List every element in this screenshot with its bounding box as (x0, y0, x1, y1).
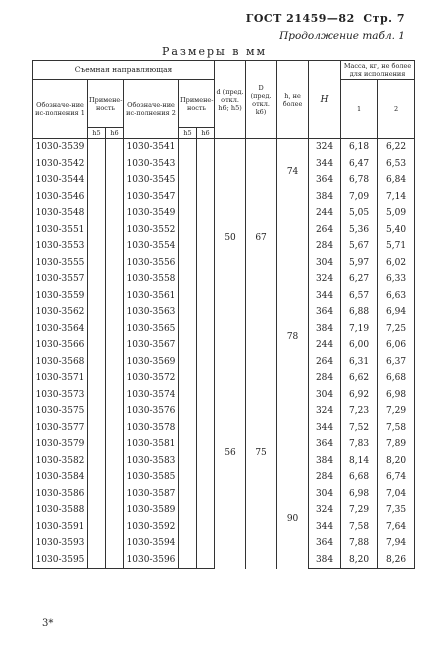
mass1-cell: 6,88 (341, 304, 378, 321)
application2-h5-cell (179, 288, 197, 305)
mass1-cell: 5,67 (341, 238, 378, 255)
application2-h6-cell (197, 271, 215, 288)
H-cell: 284 (309, 370, 341, 387)
application2-h5-cell (179, 156, 197, 173)
designation2-cell: 1030-3576 (124, 403, 179, 420)
mass2-cell: 6,63 (378, 288, 415, 305)
H-cell: 284 (309, 469, 341, 486)
application2-h5-cell (179, 469, 197, 486)
standard-number: ГОСТ 21459—82 (245, 12, 355, 25)
application-h6-cell (106, 486, 124, 503)
application2-h5-cell (179, 502, 197, 519)
H-cell: 304 (309, 486, 341, 503)
H-cell: 364 (309, 436, 341, 453)
mass1-cell: 6,78 (341, 172, 378, 189)
H-cell: 364 (309, 535, 341, 552)
mass1-cell: 6,00 (341, 337, 378, 354)
col-D-header: D (пред. откл. k6) (246, 61, 277, 139)
application2-h5-cell (179, 403, 197, 420)
designation1-cell: 1030-3566 (33, 337, 88, 354)
mass2-cell: 7,64 (378, 519, 415, 536)
application-h6-cell (106, 288, 124, 305)
application-h6-cell (106, 519, 124, 536)
designation2-cell: 1030-3578 (124, 420, 179, 437)
application2-h5-cell (179, 370, 197, 387)
H-cell: 344 (309, 288, 341, 305)
application-h6-cell (106, 535, 124, 552)
mass1-cell: 7,88 (341, 535, 378, 552)
H-cell: 324 (309, 139, 341, 156)
application-h5-cell (88, 403, 106, 420)
col-designation2-header: Обозначе-ние ис-полнения 2 (124, 80, 179, 139)
application-h6-cell (106, 321, 124, 338)
application-h6-cell (106, 271, 124, 288)
application2-h5-cell (179, 486, 197, 503)
designation2-cell: 1030-3589 (124, 502, 179, 519)
H-cell: 364 (309, 304, 341, 321)
application2-h6-cell (197, 189, 215, 206)
h6b-header: h6 (197, 128, 215, 139)
table-row (33, 337, 415, 354)
designation2-cell: 1030-3547 (124, 189, 179, 206)
application-h6-cell (106, 189, 124, 206)
h6-header: h6 (106, 128, 124, 139)
application-h6-cell (106, 502, 124, 519)
application2-h6-cell (197, 238, 215, 255)
mass2-cell: 7,29 (378, 403, 415, 420)
designation1-cell: 1030-3539 (33, 139, 88, 156)
H-cell: 304 (309, 387, 341, 404)
H-cell: 264 (309, 222, 341, 239)
application2-h6-cell (197, 552, 215, 569)
application2-h5-cell (179, 271, 197, 288)
col-H-header: H (309, 61, 341, 139)
application-h6-cell (106, 205, 124, 222)
application-h5-cell (88, 189, 106, 206)
designation2-cell: 1030-3549 (124, 205, 179, 222)
application-h5-cell (88, 288, 106, 305)
application2-h5-cell (179, 205, 197, 222)
application-h6-cell (106, 255, 124, 272)
application-h5-cell (88, 519, 106, 536)
designation1-cell: 1030-3548 (33, 205, 88, 222)
mass2-cell: 6,74 (378, 469, 415, 486)
H-cell: 364 (309, 172, 341, 189)
designation1-cell: 1030-3577 (33, 420, 88, 437)
application2-h6-cell (197, 156, 215, 173)
col-mass-header: Масса, кг, не более для исполнения (341, 61, 415, 80)
designation1-cell: 1030-3591 (33, 519, 88, 536)
designation2-cell: 1030-3596 (124, 552, 179, 569)
designation1-cell: 1030-3593 (33, 535, 88, 552)
designation2-cell: 1030-3545 (124, 172, 179, 189)
mass2-cell: 6,94 (378, 304, 415, 321)
designation2-cell: 1030-3583 (124, 453, 179, 470)
H-cell: 244 (309, 205, 341, 222)
designation1-cell: 1030-3579 (33, 436, 88, 453)
mass2-cell: 6,22 (378, 139, 415, 156)
mass2-cell: 7,89 (378, 436, 415, 453)
col-h-header: h, не более (277, 61, 309, 139)
application-h5-cell (88, 156, 106, 173)
designation1-cell: 1030-3595 (33, 552, 88, 569)
application2-h6-cell (197, 337, 215, 354)
application-h6-cell (106, 222, 124, 239)
mass2-cell: 7,58 (378, 420, 415, 437)
application2-h6-cell (197, 172, 215, 189)
designation2-cell: 1030-3541 (124, 139, 179, 156)
application-h5-cell (88, 337, 106, 354)
H-cell: 384 (309, 453, 341, 470)
application2-h6-cell (197, 420, 215, 437)
application-h5-cell (88, 502, 106, 519)
application2-h5-cell (179, 189, 197, 206)
application2-h5-cell (179, 453, 197, 470)
designation2-cell: 1030-3563 (124, 304, 179, 321)
designation1-cell: 1030-3584 (33, 469, 88, 486)
H-cell: 284 (309, 238, 341, 255)
footnote: 3* (42, 618, 54, 629)
col-designation1-header: Обозначе-ние ис-полнения 1 (33, 80, 88, 139)
mass1-cell: 8,20 (341, 552, 378, 569)
d-value: 56 (215, 337, 246, 569)
mass1-cell: 7,23 (341, 403, 378, 420)
application2-h6-cell (197, 519, 215, 536)
application-h5-cell (88, 453, 106, 470)
application2-h6-cell (197, 436, 215, 453)
application-h5-cell (88, 469, 106, 486)
application2-h6-cell (197, 453, 215, 470)
application2-h5-cell (179, 354, 197, 371)
designation1-cell: 1030-3551 (33, 222, 88, 239)
designation1-cell: 1030-3553 (33, 238, 88, 255)
designation2-cell: 1030-3572 (124, 370, 179, 387)
mass2-cell: 6,02 (378, 255, 415, 272)
h-value: 74 (277, 139, 309, 206)
mass1-cell: 6,98 (341, 486, 378, 503)
col-d-header: d (пред. откл. h6; h5) (215, 61, 246, 139)
application2-h6-cell (197, 502, 215, 519)
application-h5-cell (88, 172, 106, 189)
application-h5-cell (88, 354, 106, 371)
H-cell: 244 (309, 337, 341, 354)
application-h6-cell (106, 436, 124, 453)
mass1-cell: 6,92 (341, 387, 378, 404)
application-h5-cell (88, 420, 106, 437)
application-h5-cell (88, 304, 106, 321)
mass2-cell: 7,25 (378, 321, 415, 338)
mass1-cell: 7,83 (341, 436, 378, 453)
application2-h6-cell (197, 535, 215, 552)
mass2-cell: 6,68 (378, 370, 415, 387)
application2-h6-cell (197, 255, 215, 272)
group-header: Съемная направляющая (33, 61, 215, 80)
application-h6-cell (106, 420, 124, 437)
designation1-cell: 1030-3555 (33, 255, 88, 272)
table-body (33, 139, 415, 569)
application-h6-cell (106, 337, 124, 354)
H-cell: 384 (309, 321, 341, 338)
page-number: Стр. 7 (363, 12, 405, 25)
mass1-cell: 6,18 (341, 139, 378, 156)
application2-h6-cell (197, 469, 215, 486)
designation1-cell: 1030-3559 (33, 288, 88, 305)
application2-h5-cell (179, 337, 197, 354)
D-value: 75 (246, 337, 277, 569)
mass1-cell: 5,05 (341, 205, 378, 222)
mass1-cell: 6,68 (341, 469, 378, 486)
designation2-cell: 1030-3594 (124, 535, 179, 552)
h-value: 78 (277, 205, 309, 469)
application-h5-cell (88, 387, 106, 404)
application2-h6-cell (197, 222, 215, 239)
mass2-cell: 7,14 (378, 189, 415, 206)
designation2-cell: 1030-3556 (124, 255, 179, 272)
application2-h6-cell (197, 403, 215, 420)
H-cell: 384 (309, 189, 341, 206)
application-h6-cell (106, 238, 124, 255)
page-header (246, 12, 405, 25)
designation1-cell: 1030-3544 (33, 172, 88, 189)
application2-h6-cell (197, 354, 215, 371)
application-h6-cell (106, 370, 124, 387)
mass1-cell: 7,09 (341, 189, 378, 206)
designation2-cell: 1030-3558 (124, 271, 179, 288)
designation1-cell: 1030-3546 (33, 189, 88, 206)
designation2-cell: 1030-3552 (124, 222, 179, 239)
application2-h6-cell (197, 288, 215, 305)
designation2-cell: 1030-3554 (124, 238, 179, 255)
application2-h5-cell (179, 172, 197, 189)
H-cell: 344 (309, 519, 341, 536)
mass1-cell: 8,14 (341, 453, 378, 470)
mass2-cell: 7,35 (378, 502, 415, 519)
H-cell: 264 (309, 354, 341, 371)
designation2-cell: 1030-3587 (124, 486, 179, 503)
application2-h5-cell (179, 535, 197, 552)
mass1-cell: 6,57 (341, 288, 378, 305)
H-cell: 344 (309, 156, 341, 173)
col-application-header: Примене-ность (88, 80, 124, 128)
designation1-cell: 1030-3557 (33, 271, 88, 288)
designation1-cell: 1030-3571 (33, 370, 88, 387)
h5-header: h5 (88, 128, 106, 139)
designation2-cell: 1030-3543 (124, 156, 179, 173)
H-cell: 384 (309, 552, 341, 569)
mass1-cell: 7,52 (341, 420, 378, 437)
d-value: 50 (215, 139, 246, 338)
designation2-cell: 1030-3565 (124, 321, 179, 338)
mass2-cell: 5,40 (378, 222, 415, 239)
designation1-cell: 1030-3562 (33, 304, 88, 321)
designation1-cell: 1030-3542 (33, 156, 88, 173)
designation2-cell: 1030-3574 (124, 387, 179, 404)
application2-h6-cell (197, 387, 215, 404)
mass2-cell: 7,04 (378, 486, 415, 503)
designation1-cell: 1030-3582 (33, 453, 88, 470)
application2-h6-cell (197, 304, 215, 321)
mass2-cell: 6,37 (378, 354, 415, 371)
continuation-label: Продолжение табл. 1 (279, 30, 405, 42)
designation2-cell: 1030-3567 (124, 337, 179, 354)
designation1-cell: 1030-3588 (33, 502, 88, 519)
application-h6-cell (106, 387, 124, 404)
application2-h6-cell (197, 486, 215, 503)
h5b-header: h5 (179, 128, 197, 139)
application-h5-cell (88, 222, 106, 239)
application2-h5-cell (179, 222, 197, 239)
application2-h5-cell (179, 552, 197, 569)
col-mass1-header: 1 (341, 80, 378, 139)
application-h6-cell (106, 403, 124, 420)
mass1-cell: 6,62 (341, 370, 378, 387)
mass2-cell: 8,26 (378, 552, 415, 569)
application2-h6-cell (197, 205, 215, 222)
application-h5-cell (88, 436, 106, 453)
mass2-cell: 7,94 (378, 535, 415, 552)
application-h6-cell (106, 354, 124, 371)
mass1-cell: 6,47 (341, 156, 378, 173)
H-cell: 324 (309, 271, 341, 288)
dimensions-table (32, 60, 415, 569)
sizes-title: Размеры в мм (161, 45, 268, 58)
mass2-cell: 8,20 (378, 453, 415, 470)
table-row (33, 139, 415, 156)
designation2-cell: 1030-3561 (124, 288, 179, 305)
application-h6-cell (106, 469, 124, 486)
mass2-cell: 5,71 (378, 238, 415, 255)
application2-h5-cell (179, 255, 197, 272)
application2-h5-cell (179, 519, 197, 536)
H-cell: 304 (309, 255, 341, 272)
application-h6-cell (106, 552, 124, 569)
designation1-cell: 1030-3568 (33, 354, 88, 371)
application2-h5-cell (179, 436, 197, 453)
designation1-cell: 1030-3564 (33, 321, 88, 338)
h-value: 90 (277, 469, 309, 569)
H-cell: 344 (309, 420, 341, 437)
application2-h6-cell (197, 321, 215, 338)
mass2-cell: 5,09 (378, 205, 415, 222)
application-h5-cell (88, 255, 106, 272)
application-h5-cell (88, 205, 106, 222)
col-mass2-header: 2 (378, 80, 415, 139)
application2-h5-cell (179, 238, 197, 255)
application-h5-cell (88, 321, 106, 338)
mass1-cell: 6,27 (341, 271, 378, 288)
application2-h5-cell (179, 420, 197, 437)
mass2-cell: 6,53 (378, 156, 415, 173)
application-h5-cell (88, 552, 106, 569)
mass1-cell: 7,29 (341, 502, 378, 519)
D-value: 67 (246, 139, 277, 338)
mass2-cell: 6,84 (378, 172, 415, 189)
mass1-cell: 5,97 (341, 255, 378, 272)
designation1-cell: 1030-3586 (33, 486, 88, 503)
application2-h6-cell (197, 370, 215, 387)
H-cell: 324 (309, 502, 341, 519)
application2-h5-cell (179, 387, 197, 404)
application2-h5-cell (179, 304, 197, 321)
designation1-cell: 1030-3573 (33, 387, 88, 404)
application-h5-cell (88, 370, 106, 387)
designation1-cell: 1030-3575 (33, 403, 88, 420)
application-h6-cell (106, 453, 124, 470)
col-application2-header: Примене-ность (179, 80, 215, 128)
mass2-cell: 6,98 (378, 387, 415, 404)
designation2-cell: 1030-3592 (124, 519, 179, 536)
application-h5-cell (88, 486, 106, 503)
mass1-cell: 7,19 (341, 321, 378, 338)
application2-h5-cell (179, 321, 197, 338)
mass2-cell: 6,33 (378, 271, 415, 288)
H-cell: 324 (309, 403, 341, 420)
application-h6-cell (106, 172, 124, 189)
designation2-cell: 1030-3581 (124, 436, 179, 453)
mass1-cell: 5,36 (341, 222, 378, 239)
application-h5-cell (88, 238, 106, 255)
mass1-cell: 6,31 (341, 354, 378, 371)
application-h5-cell (88, 535, 106, 552)
application-h6-cell (106, 156, 124, 173)
designation2-cell: 1030-3585 (124, 469, 179, 486)
mass1-cell: 7,58 (341, 519, 378, 536)
application-h6-cell (106, 304, 124, 321)
mass2-cell: 6,06 (378, 337, 415, 354)
designation2-cell: 1030-3569 (124, 354, 179, 371)
application-h5-cell (88, 271, 106, 288)
